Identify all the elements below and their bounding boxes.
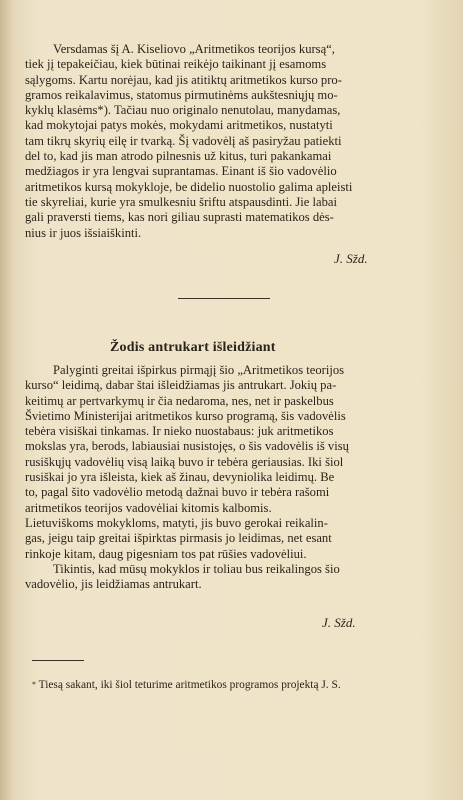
section-heading: Žodis antrukart išleidžiant [110, 340, 276, 355]
footnote-text: Tiesą sakant, iki šiol teturime aritmetikos programos projektą J. S. [38, 679, 341, 691]
second-edition-paragraph [25, 363, 430, 592]
footnote-rule [32, 660, 84, 661]
text-line: sąlygoms. Kartu norėjau, kad jis atitiktų aritmetikos kurso pro- [25, 72, 342, 87]
text-line: kad mokytojai patys mokės, mokydami aritmetikos, nustatyti [25, 118, 333, 133]
text-line: to, pagal šito vadovėlio metodą dažnai buvo ir tebėra rašomi [25, 485, 330, 500]
text-line: del to, kad jis man atrodo pilnesnis už kitus, turi pakankamai [25, 149, 332, 164]
text-line: aritmetikos teorijos vadovėliai kitomis kalbomis. [25, 500, 272, 515]
text-line: tebėra visiškai tinkamas. Ir nieko nuostabaus: juk aritmetikos [25, 424, 334, 439]
text-line: gas, jeigu taip greitai išpirktas pirmasis jo leidimas, net esant [25, 531, 332, 546]
text-line: Lietuviškoms mokykloms, matyti, jis buvo gerokai reikalin- [25, 515, 328, 530]
text-line: nius ir juos išsiaiškinti. [25, 225, 142, 240]
preface-paragraph [25, 42, 430, 241]
text-line: tie skyreliai, kurie yra smulkesniu šriftu atspausdinti. Jie labai [25, 194, 337, 209]
text-line: Švietimo Ministerijai aritmetikos kurso programą, šis vadovėlis [25, 408, 346, 423]
text-line: aritmetikos kursą mokykloje, be didelio nuostolio galima apleisti [25, 179, 353, 194]
text-line: tam tikrų skyrių eilę ir tvarką. Šį vadovėlį aš pasiryžau patiekti [25, 133, 342, 148]
text-line: Versdamas šį A. Kiseliovo „Aritmetikos teorijos kursą“, [53, 42, 335, 56]
text-line: rusiškųjų vadovėlių visą laiką buvo ir tebėra geriausias. Iki šiol [25, 454, 344, 469]
text-line: Tikintis, kad mūsų mokyklos ir toliau bus reikalingos šio [53, 561, 340, 576]
footnote-marker: * [32, 680, 36, 689]
text-line: Palyginti greitai išpirkus pirmąjį šio „Aritmetikos teorijos [53, 363, 345, 377]
text-line: gramos reikalavimus, statomus pirmutinėms aukštesniųjų mo- [25, 87, 338, 102]
text-line: rinkoje kitam, daug pigesniam tos pat rūšies vadovėliui. [25, 546, 307, 561]
text-line: mokslas yra, berods, labiausiai nusistojęs, o šis vadovėlis iš visų [25, 439, 349, 454]
text-line: kyklų klasėms*). Tačiau nuo originalo nenutolau, manydamas, [25, 103, 341, 118]
text-line: medžiagos ir yra lengvai suprantamas. Einant iš šio vadovėlio [25, 164, 337, 179]
text-line: rusiškai jo yra išleista, kiek aš žinau, devyniolika leidimų. Be [25, 470, 335, 485]
preface-signature: J. Sžd. [334, 251, 368, 266]
section-divider [178, 298, 270, 299]
text-line: tiek jį tepakeičiau, kiek būtinai reikėjo taikinant jį esamoms [25, 57, 327, 72]
footnote [32, 678, 432, 692]
text-line: gali praversti tiems, kas nori giliau suprasti matematikos dės- [25, 210, 334, 225]
text-line: keitimų ar pertvarkymų ir čia nedaroma, nes, net ir paskelbus [25, 393, 334, 408]
text-line: kurso“ leidimą, dabar štai išleidžiamas jis antrukart. Jokių pa- [25, 378, 337, 393]
text-line: vadovėlio, jis leidžiamas antrukart. [25, 577, 202, 592]
second-edition-signature: J. Sžd. [322, 615, 356, 630]
